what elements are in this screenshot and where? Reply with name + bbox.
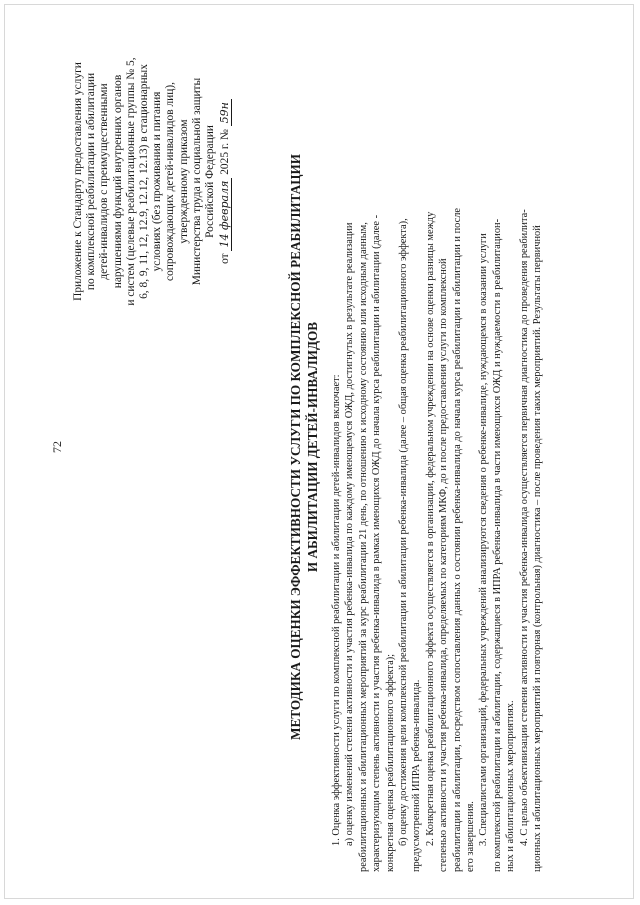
title-line: МЕТОДИКА ОЦЕНКИ ЭФФЕКТИВНОСТИ УСЛУГИ ПО КОМПЛЕКСНОЙ РЕАБИЛИТАЦИИ (288, 154, 303, 740)
handwritten-date: 14 февраля (218, 178, 232, 251)
body-line: по комплексной реабилитации и абилитации, содержащиеся в ИПРА ребенка-инвалида в части имеющихся ОЖД и нуждаемости в реабилитацион- (491, 218, 503, 872)
appendix-line: Приложение к Стандарту предоставления услуги (72, 62, 84, 301)
body-line: 2. Конкретная оценка реабилитационного эффекта осуществляется в организации, федеральном учреждении на основе оценки разницы между (424, 211, 436, 846)
body-line: характеризующим степень активности и участия ребенка-инвалида в рамках имеющихся ОЖД до начала курса реабилитации и абилитации (далее - (371, 214, 383, 872)
body-line: степенью активности и участия ребенка-инвалида, определяемых по категориям МКФ, до и после предоставления услуги по комплексной (438, 258, 450, 872)
page-number: 72 (50, 441, 64, 453)
document-title (287, 12, 321, 882)
body-line: реабилитации и абилитации, посредством сопоставления данных о состоянии ребенка-инвалида до начала курса реабилитации и абилитации и после (451, 208, 463, 872)
body-line: 4. С целью объективизации степени активности и участия ребенка-инвалида осуществляется первичная диагностика до проведения реабилита- (518, 209, 530, 846)
appendix-header (72, 19, 232, 344)
body-line: а) оценку изменений степени активности и участия ребенка-инвалида по каждому имеющемуся ОЖД, достигнутых в результате реализации (344, 222, 356, 846)
body-line: его завершения. (465, 801, 477, 872)
body-line: 1. Оценка эффективности услуги по комплексной реабилитации и абилитации детей-инвалидов включает: (331, 374, 342, 846)
order-year: 2025 г. № (219, 129, 232, 175)
body-line: ных и абилитационных мероприятиях. (505, 700, 517, 872)
appendix-line: Российской Федерации (204, 125, 217, 238)
order-date-number (218, 19, 232, 344)
appendix-line: условиях (без проживания и питания (151, 91, 164, 272)
document-body (330, 20, 545, 872)
body-line: б) оценку достижения цели комплексной реабилитации и абилитации ребенка-инвалида (далее – общая оценка реабилитационного эффекта), (398, 218, 410, 846)
appendix-line: детей-инвалидов с преимущественными (98, 83, 111, 280)
body-line: 3. Специалистами организаций, федеральных учреждений анализируются сведения о ребенке-инвалиде, нуждающемся в оказании услуги (478, 233, 490, 846)
appendix-line: утвержденному приказом (177, 119, 190, 244)
appendix-line: по комплексной реабилитации и абилитации (85, 72, 98, 291)
body-line: предусмотренной ИПРА ребенка-инвалида. (411, 679, 423, 872)
body-line: конкретная оценка реабилитационного эффекта); (384, 653, 396, 872)
title-line: И АБИЛИТАЦИИ ДЕТЕЙ-ИНВАЛИДОВ (305, 321, 320, 573)
appendix-line: 6, 8, 9, 11, 12, 12.9, 12.12, 12.13) в стационарных (138, 64, 151, 299)
appendix-line: нарушениями функций внутренних органов (111, 74, 124, 289)
handwritten-number: 59н (218, 99, 232, 126)
body-line: реабилитационных и абилитационных мероприятий за курс реабилитации 21 день, по отношению к исходному состоянию или исходным данным, (357, 222, 369, 872)
body-line: ционных и абилитационных мероприятий и повторная (контрольная) диагностика – после проведения таких мероприятий. Результаты первичной (532, 225, 544, 872)
appendix-line: и систем (целевые реабилитационные группы № 5, (124, 57, 137, 306)
rotated-document-page (12, 12, 612, 882)
appendix-line: сопровождающих детей-инвалидов лиц), (164, 82, 177, 281)
appendix-line: Министерства труда и социальной защиты (190, 77, 203, 286)
order-prefix: от (219, 253, 232, 264)
